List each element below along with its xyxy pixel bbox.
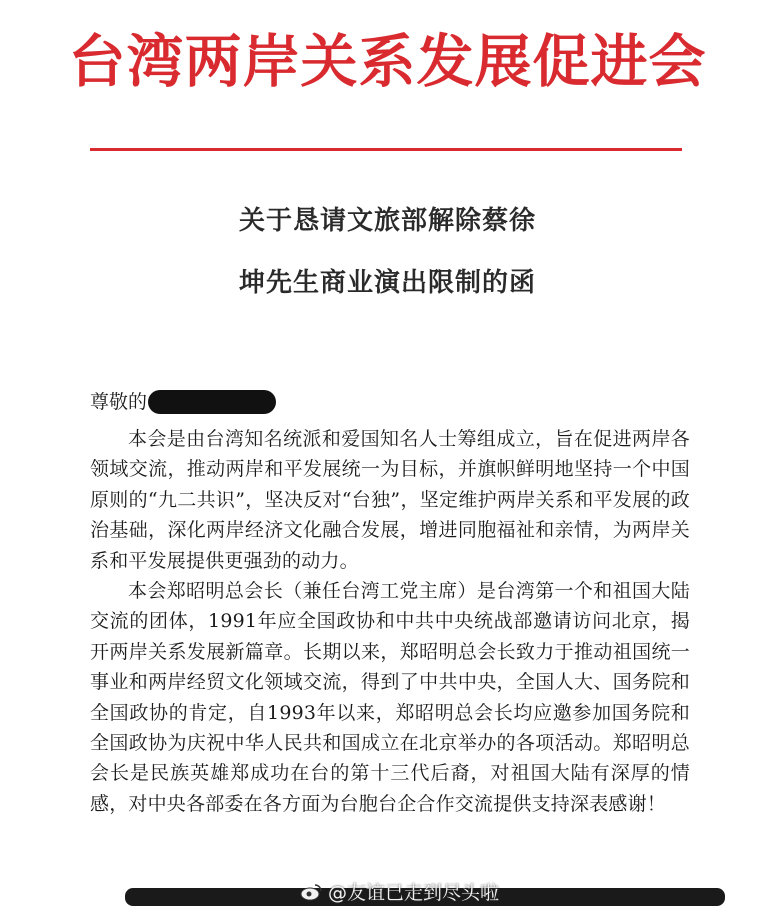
watermark-text: @友谊已走到尽头啦 bbox=[328, 882, 500, 904]
document-title-line-2: 坤先生商业演出限制的函 bbox=[238, 268, 536, 298]
letterhead-org-name: 台湾两岸关系发展促进会 bbox=[68, 29, 707, 95]
redaction-block bbox=[148, 390, 276, 414]
document-title-line-1: 关于恳请文旅部解除蔡徐 bbox=[238, 206, 536, 236]
letter-body bbox=[90, 424, 690, 819]
letterhead-divider bbox=[90, 148, 682, 151]
weibo-watermark bbox=[300, 878, 499, 905]
weibo-icon bbox=[300, 883, 322, 901]
paragraph: 本会郑昭明总会长（兼任台湾工党主席）是台湾第一个和祖国大陆交流的团体，1991年应全国政协和中共中央统战部邀请访问北京，揭开两岸关系发展新篇章。长期以来，郑昭明总会长致力于推动祖国统一事业和两岸经贸文化领域交流，得到了中共中央，全国人大、国务院和全国政协的肯定，自1993年以来，郑昭明总会长均应邀参加国务院和全国政协为庆祝中华人民共和国成立在北京举办的各项活动。郑昭明总会长是民族英雄郑成功在台的第十三代后裔，对祖国大陆有深厚的情感，对中央各部委在各方面为台胞台企合作交流提供支持深表感谢！ bbox=[90, 580, 690, 815]
salutation: 尊敬的 bbox=[90, 391, 148, 413]
paragraph: 本会是由台湾知名统派和爱国知名人士筹组成立，旨在促进两岸各领域交流，推动两岸和平发展统一为目标，并旗帜鲜明地坚持一个中国原则的“九二共识”，坚决反对“台独”，坚定维护两岸关系和平发展的政治基础，深化两岸经济文化融合发展，增进同胞福祉和亲情，为两岸关系和平发展提供更强劲的动力。 bbox=[90, 428, 690, 572]
